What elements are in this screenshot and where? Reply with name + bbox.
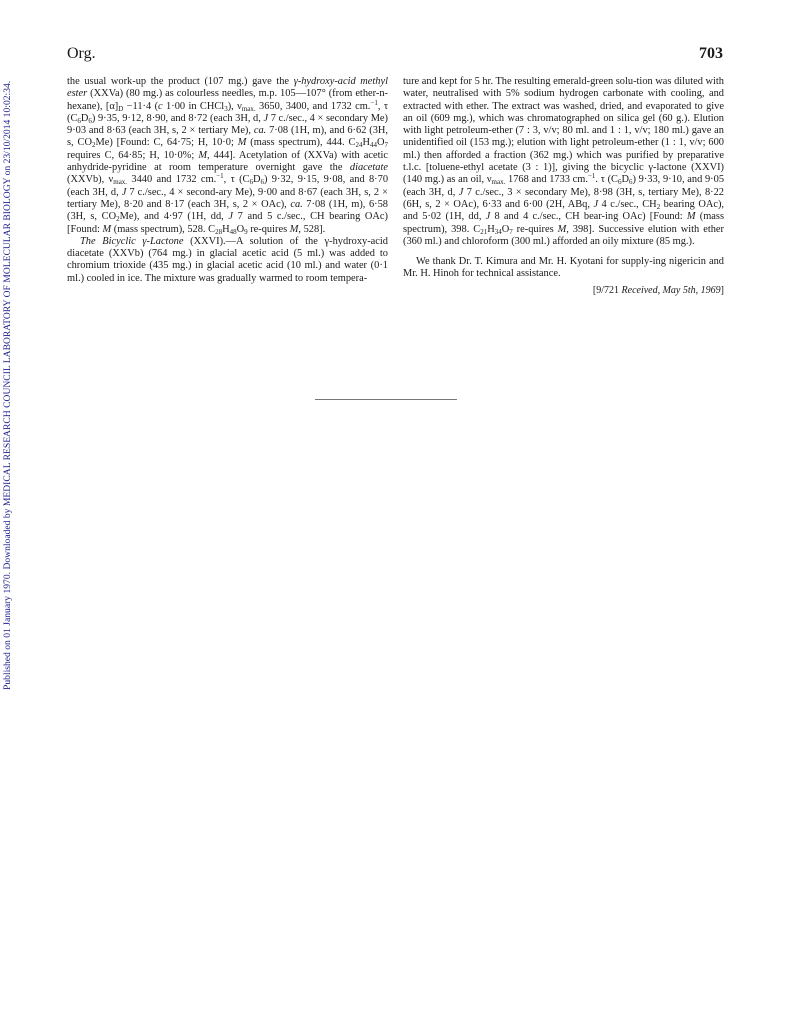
page-number: 703 [699,45,723,62]
journal-section-header: Org. [67,45,96,62]
end-of-article-rule [315,399,457,400]
paragraph-bicyclic-lactone: The Bicyclic γ-Lactone (XXVI).—A solution of the γ-hydroxy-acid diacetate (XXVb) (764 mg.) in glacial acetic acid (5 ml.) was added to chromium trioxide (435 mg.) in glacial acetic acid (10 ml.) and water (0·1 ml.) cooled in ice. The mixture was gradually warmed to room tempera- [67,235,388,284]
right-column [403,76,724,297]
section-heading-bicyclic-lactone: The Bicyclic γ-Lactone [80,235,184,247]
download-watermark-text: Published on 01 January 1970. Downloaded by MEDICAL RESEARCH COUNCIL LABORATORY OF MOLECULAR BIOLOGY on 23/10/2014 10:02:34. [2,80,13,690]
download-watermark [2,10,14,690]
left-column [67,76,388,285]
paragraph-hydroxy-acid-ester: the usual work-up the product (107 mg.) gave the γ-hydroxy-acid methyl ester (XXVa) (80 mg.) as colourless needles, m.p. 105—107° (from ether-n-hexane), $[\alpha]_D -11\cdot 4$ (c 1·00 in CHCl$_3$), $\nu_{max.}$ 3650, 3400, and 1732 cm.$^{-1}$, τ $(C_6D_6)$ 9·35, 9·12, 8·90, and 8·72 (each 3H, d, J 7 c./sec., 4 × secondary Me) 9·03 and 8·63 (each 3H, s, 2 × tertiary Me), ca. 7·08 (1H, m), and 6·62 (3H, s, $CO_2Me$) [Found: C, 64·75; H, 10·0; M (mass spectrum), 444. $C_{24}H_{44}O_7$ requires C, 64·85; H, 10·0%; M, 444]. Acetylation of (XXVa) with acetic anhydride-pyridine at room temperature overnight gave the diacetate (XXVb), $\nu_{max.}$ 3440 and 1732 cm.$^{-1}$, τ $(C_6D_6)$ 9·32, 9·15, 9·08, and 8·70 (each 3H, d, J 7 c./sec., 4 × second-ary Me), 9·00 and 8·67 (each 3H, s, 2 × tertiary Me), 8·20 and 8·17 (each 3H, s, 2 × OAc), ca. 7·08 (1H, m), 6·58 (3H, s, $CO_2Me$), and 4·97 (1H, dd, J 7 and 5 c./sec., CH bearing OAc) [Found: M (mass spectrum), 528. $C_{28}H_{48}O_9$ re-quires M, 528]. [67,76,389,236]
paragraph-lactone-continued: ture and kept for 5 hr. The resulting emerald-green solu-tion was diluted with water, neutralised with 5% sodium hydrogen carbonate with cooling, and extracted with ether. The extract was washed, dried, and evaporated to give an oil (609 mg.), which was chromatographed on silica gel (60 g.). Elution with light petroleum-ether (7 : 3, v/v; 80 ml. and 1 : 1, v/v; 180 ml.) gave an unidentified oil (153 mg.); elution with light petroleum-ether (1 : 1, v/v; 600 ml.) then afforded a fraction (362 mg.) which was purified by preparative t.l.c. [toluene-ethyl acetate (3 : 1)], giving the bicyclic γ-lactone (XXVI) (140 mg.) as an oil, $\nu_{max.}$ 1768 and 1733 cm.$^{-1}$. τ $(C_6D_6)$ 9·33, 9·10, and 9·05 (each 3H, d, J 7 c./sec., 3 × secondary Me), 8·98 (3H, s, tertiary Me), 8·22 (6H, s, 2 × OAc), 6·33 and 6·00 (2H, ABq, J 4 c./sec., $CH_2$ bearing OAc), and 5·02 (1H, dd, J 8 and 4 c./sec., CH bear-ing OAc) [Found: M (mass spectrum), 398. $C_{21}H_{34}O_7$ re-quires M, 398]. Successive elution with ether (360 ml.) and chloroform (300 ml.) afforded an oily mixture (85 mg.). [403,76,725,247]
acknowledgements: We thank Dr. T. Kimura and Mr. H. Kyotani for supply-ing nigericin and Mr. H. Hinoh for technical assistance. [403,256,724,280]
received-reference: [9/721 Received, May 5th, 1969] [592,284,724,296]
